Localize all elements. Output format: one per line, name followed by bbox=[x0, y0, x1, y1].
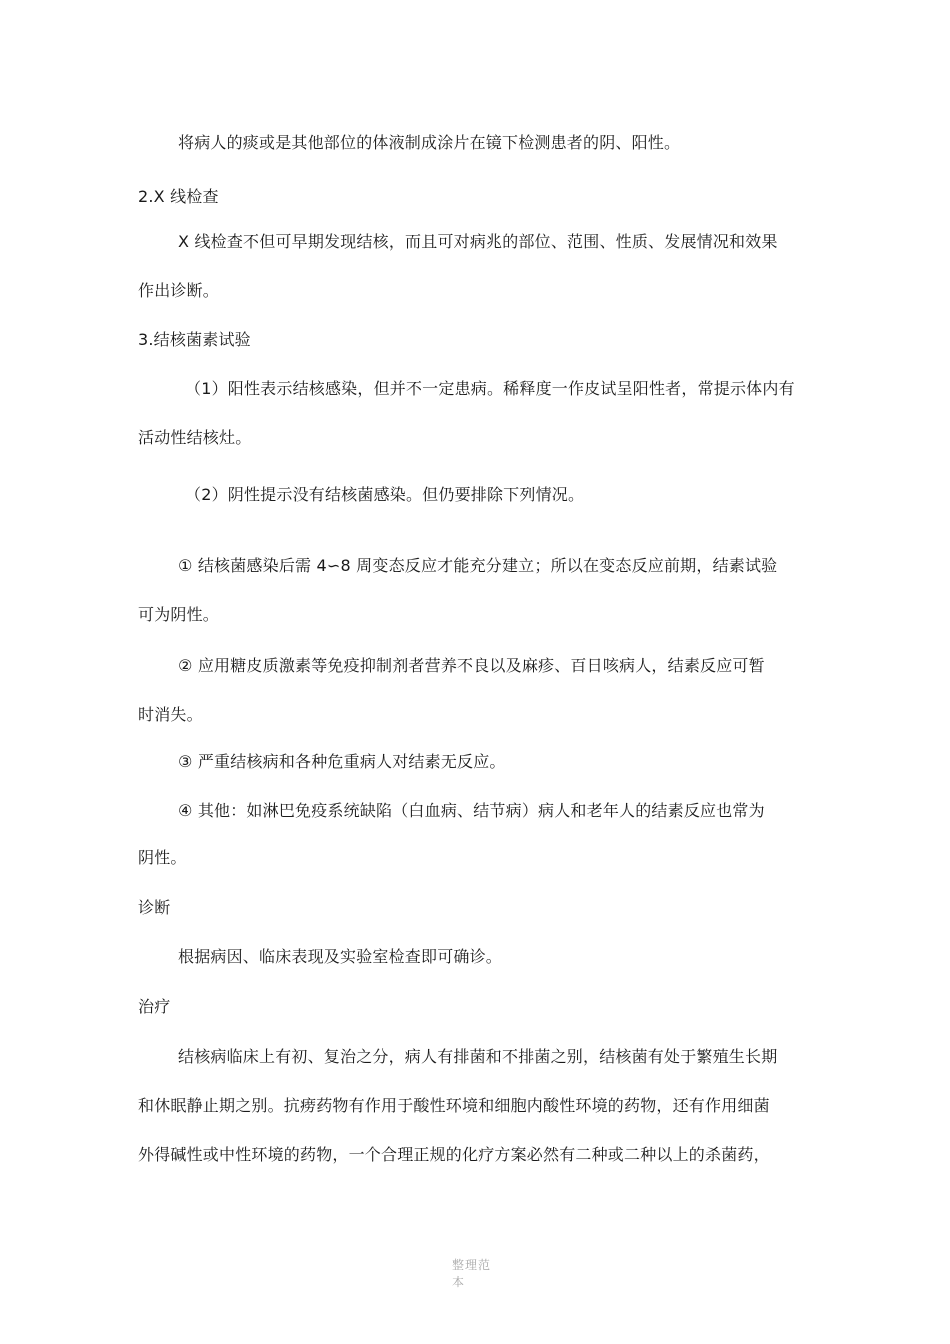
footer-text-line-1: 整理范 bbox=[452, 1258, 492, 1272]
list-item-2-line-1: ② 应用糖皮质激素等免疫抑制剂者营养不良以及麻疹、百日咳病人，结素反应可暂 bbox=[178, 656, 765, 675]
paragraph-smear-test: 将病人的痰或是其他部位的体液制成涂片在镜下检测患者的阴、阳性。 bbox=[178, 133, 681, 152]
heading-diagnosis: 诊断 bbox=[138, 898, 171, 917]
list-item-1-line-1: ① 结核菌感染后需 4∽8 周变态反应才能充分建立；所以在变态反应前期，结素试验 bbox=[178, 556, 778, 575]
heading-tuberculin-test: 3.结核菌素试验 bbox=[138, 330, 251, 349]
heading-xray: 2.X 线检查 bbox=[138, 187, 219, 206]
list-item-1-line-2: 可为阴性。 bbox=[138, 605, 220, 624]
heading-treatment: 治疗 bbox=[138, 997, 171, 1016]
paragraph-treatment-line-3: 外得碱性或中性环境的药物，一个合理正规的化疗方案必然有二种或二种以上的杀菌药， bbox=[138, 1145, 770, 1164]
list-item-3: ③ 严重结核病和各种危重病人对结素无反应。 bbox=[178, 752, 506, 771]
paragraph-xray-line-1: X 线检查不但可早期发现结核，而且可对病兆的部位、范围、性质、发展情况和效果 bbox=[178, 232, 778, 251]
list-item-4-line-2: 阴性。 bbox=[138, 848, 187, 867]
list-item-4-line-1: ④ 其他：如淋巴免疫系统缺陷（白血病、结节病）病人和老年人的结素反应也常为 bbox=[178, 801, 765, 820]
paragraph-negative: （2）阴性提示没有结核菌感染。但仍要排除下列情况。 bbox=[185, 485, 585, 504]
footer-text-line-2: 本 bbox=[452, 1275, 466, 1289]
paragraph-diagnosis: 根据病因、临床表现及实验室检查即可确诊。 bbox=[178, 947, 503, 966]
paragraph-positive-line-1: （1）阳性表示结核感染，但并不一定患病。稀释度一作皮试呈阳性者，常提示体内有 bbox=[185, 379, 795, 398]
paragraph-treatment-line-2: 和休眠静止期之别。抗痨药物有作用于酸性环境和细胞内酸性环境的药物，还有作用细菌 bbox=[138, 1096, 770, 1115]
list-item-2-line-2: 时消失。 bbox=[138, 705, 203, 724]
paragraph-xray-line-2: 作出诊断。 bbox=[138, 281, 220, 300]
paragraph-treatment-line-1: 结核病临床上有初、复治之分，病人有排菌和不排菌之别，结核菌有处于繁殖生长期 bbox=[178, 1047, 778, 1066]
paragraph-positive-line-2: 活动性结核灶。 bbox=[138, 428, 252, 447]
